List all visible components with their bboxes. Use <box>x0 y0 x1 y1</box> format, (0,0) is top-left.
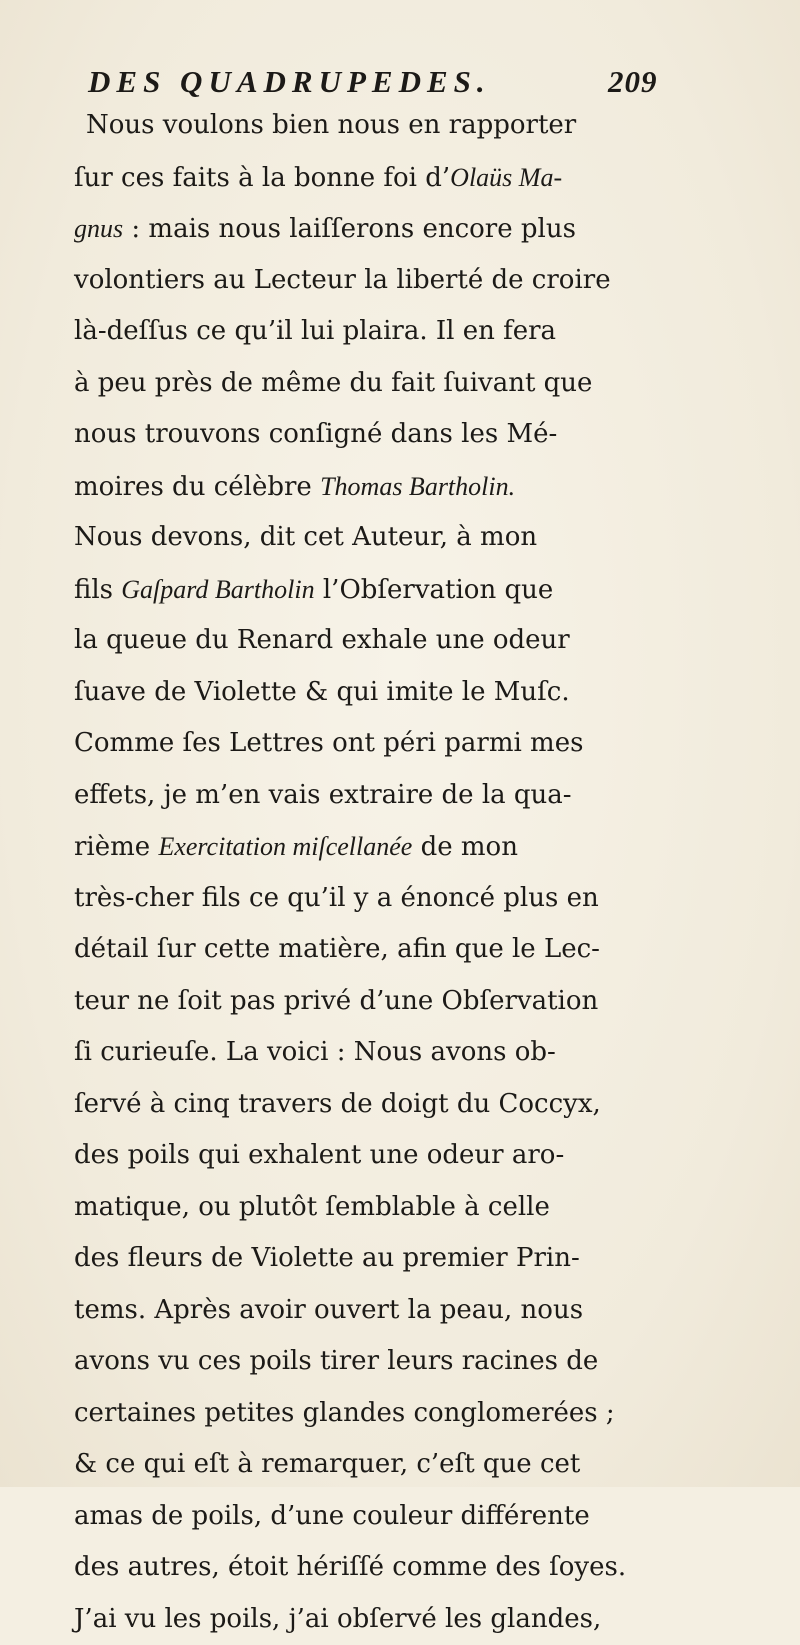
text-span: nous trouvons conſigné dans les Mé- <box>74 419 557 449</box>
text-line <box>74 1027 634 1079</box>
text-span: là-deſſus ce qu’il lui plaira. Il en fera <box>74 316 556 346</box>
text-line <box>74 203 634 255</box>
text-line <box>74 1130 634 1182</box>
text-span: ſuave de Violette & qui imite le Muſc. <box>74 677 570 707</box>
text-span: volontiers au Lecteur la liberté de croire <box>74 265 611 295</box>
text-line <box>74 1233 634 1285</box>
text-line <box>74 1594 634 1645</box>
text-line <box>74 255 634 307</box>
text-line <box>74 409 634 461</box>
page-number: 209 <box>608 64 658 100</box>
italic-text: Exercitation miſcellanée <box>158 832 412 861</box>
text-line <box>74 1182 634 1234</box>
italic-text: Gaſpard Bartholin <box>121 575 314 604</box>
text-span: matique, ou plutôt ſemblable à celle <box>74 1192 550 1222</box>
italic-text: gnus <box>74 214 123 243</box>
text-span: certaines petites glandes conglomerées ; <box>74 1398 615 1428</box>
text-line <box>74 770 634 822</box>
text-span: : mais nous laiſſerons encore plus <box>123 214 576 244</box>
text-span: des fleurs de Violette au premier Prin- <box>74 1243 580 1273</box>
body-text <box>74 100 634 1645</box>
text-span: l’Obſervation que <box>315 575 554 605</box>
text-span: Comme ſes Lettres ont péri parmi mes <box>74 728 583 758</box>
text-line <box>74 924 634 976</box>
text-span: & ce qui eſt à remarquer, c’eſt que cet <box>74 1449 580 1479</box>
text-line <box>74 976 634 1028</box>
text-line <box>74 306 634 358</box>
text-line <box>74 564 634 616</box>
text-line <box>74 718 634 770</box>
text-line <box>74 461 634 513</box>
text-line <box>74 100 634 152</box>
text-span: rième <box>74 832 158 862</box>
text-line <box>74 1336 634 1388</box>
text-line <box>74 152 634 204</box>
text-span: fils <box>74 575 121 605</box>
text-span: Nous voulons bien nous en rapporter <box>86 110 576 140</box>
text-span: tems. Après avoir ouvert la peau, nous <box>74 1295 583 1325</box>
italic-text: Olaüs Ma- <box>450 163 562 192</box>
text-line <box>74 1079 634 1131</box>
text-span: de mon <box>412 832 518 862</box>
text-span: Nous devons, dit cet Auteur, à mon <box>74 522 537 552</box>
text-span: effets, je m’en vais extraire de la qua- <box>74 780 572 810</box>
text-line <box>74 358 634 410</box>
text-span: des autres, étoit hériſſé comme des ſoyes. <box>74 1552 626 1582</box>
text-line <box>74 873 634 925</box>
text-span: des poils qui exhalent une odeur aro- <box>74 1140 564 1170</box>
text-span: à peu près de même du fait ſuivant que <box>74 368 592 398</box>
italic-text: Thomas Bartholin. <box>320 472 515 501</box>
text-line <box>74 667 634 719</box>
text-span: détail ſur cette matière, afin que le Lec- <box>74 934 600 964</box>
text-line <box>74 512 634 564</box>
text-span: la queue du Renard exhale une odeur <box>74 625 570 655</box>
running-head: DES QUADRUPEDES. <box>88 64 491 100</box>
text-line <box>74 615 634 667</box>
text-span: ſervé à cinq travers de doigt du Coccyx, <box>74 1089 601 1119</box>
text-span: moires du célèbre <box>74 472 320 502</box>
text-span: ſi curieuſe. La voici : Nous avons ob- <box>74 1037 556 1067</box>
text-line <box>74 1491 634 1543</box>
text-span: très-cher fils ce qu’il y a énoncé plus en <box>74 883 599 913</box>
text-span: J’ai vu les poils, j’ai obſervé les glandes, <box>74 1604 601 1634</box>
text-line <box>74 1285 634 1337</box>
text-line <box>74 1542 634 1594</box>
text-line <box>74 821 634 873</box>
text-span: teur ne ſoit pas privé d’une Obſervation <box>74 986 598 1016</box>
text-line <box>74 1388 634 1440</box>
text-span: avons vu ces poils tirer leurs racines de <box>74 1346 598 1376</box>
text-line <box>74 1439 634 1491</box>
text-span: amas de poils, d’une couleur différente <box>74 1501 590 1531</box>
text-span: ſur ces faits à la bonne foi d’ <box>74 163 450 193</box>
